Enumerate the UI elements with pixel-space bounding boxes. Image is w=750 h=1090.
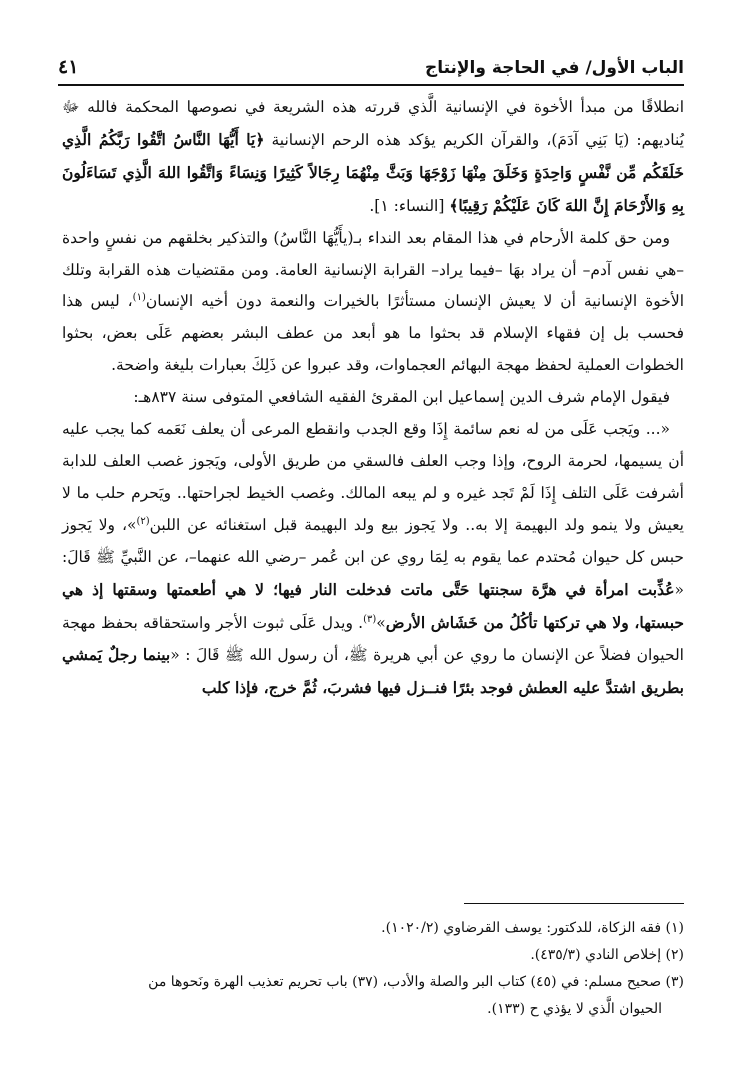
footnote-item: (١) فقه الزكاة، للدكتور: يوسف القرضاوي (١٠٢٠/٢). xyxy=(381,920,684,936)
footnote-marker: (١) xyxy=(132,292,146,304)
paragraph-text: ، ليس هذا فحسب بل إن فقهاء الإسلام قد بحثوا ما هو أبعد من عطف البشر بعضهم عَلَى بعض، بحثوا الخطوات العملية لحفظ مهجة البهائم العجماوات، وقد عبروا عن ذَلِكَ بعبارات بليغة واضحة. xyxy=(62,292,684,375)
quote-close: » xyxy=(376,613,386,632)
footnote-divider xyxy=(464,903,684,904)
footnote-marker: (٣) xyxy=(363,613,377,625)
verse-reference: [النساء: ١]. xyxy=(369,196,450,215)
paragraph-text: انطلاقًا من مبدأ الأخوة في الإنسانية الَّذي قررته هذه الشريعة في نصوصها المحكمة فالله ﷻ يُناديهم: (يَا بَنِي آدَمَ)، والقرآن الكريم يؤكد هذه الرحم الإنسانية xyxy=(62,98,684,149)
footnote-item: (٣) صحيح مسلم: في (٤٥) كتاب البر والصلة والأدب، (٣٧) باب تحريم تعذيب الهرة ونَحوها من xyxy=(148,974,684,990)
paragraph-text: »، ولا يَجوز حبس كل حيوان مُحتدم عما يقوم به لِمَا روي عن ابن عُمر –رضي الله عنهما–، عن النَّبيِّ ﷺ قَالَ: « xyxy=(62,515,684,599)
hadith-text: بينما رجلٌ يَمشي بطريق اشتدَّ عليه العطش فوجد بئرًا فنــزل فيها فشربَ، ثُمَّ خرج، فإذا كلب xyxy=(62,645,684,698)
paragraph-text: . ويدل عَلَى ثبوت الأجر واستحقاقه بحفظ مهجة الحيوان فضلاً عن الإنسان ما روي عن أبي هريرة ﷺ، أن رسول الله ﷺ قَالَ : « xyxy=(62,613,684,665)
page-number: ٤١ xyxy=(58,56,79,78)
header-divider xyxy=(58,84,684,86)
hadith-text: عُذِّبت امرأة في هرَّة سجنتها حَتَّى ماتت فدخلت النار فيها؛ لا هي أطعمتها وسقتها إذ هي حبستها، ولا هي تركتها تأكُلُ من خَشَاش الأرض xyxy=(62,579,684,632)
paragraph-1 xyxy=(62,92,684,223)
footnote-marker: (٢) xyxy=(136,515,150,527)
paragraph-4 xyxy=(62,414,684,705)
quran-verse: ﴿يَا أَيُّهَا النَّاسُ اتَّقُوا رَبَّكُمُ الَّذِي خَلَقَكُم مِّن نَّفْسٍ وَاحِدَةٍ وَخَلَقَ مِنْهَا زَوْجَهَا وَبَثَّ مِنْهُمَا رِجَالاً كَثِيرًا وَنِسَاءً وَاتَّقُوا اللهَ الَّذِي تَسَاءَلُونَ بِهِ وَالأَرْحَامَ إِنَّ اللهَ كَانَ عَلَيْكُمْ رَقِيبًا﴾ xyxy=(62,129,684,215)
running-header xyxy=(58,56,684,82)
paragraph-2 xyxy=(62,223,684,383)
paragraph-3 xyxy=(62,382,684,414)
paragraph-text: فيقول الإمام شرف الدين إسماعيل ابن المقرئ الفقيه الشافعي المتوفى سنة ٨٣٧هـ: xyxy=(133,388,670,407)
main-text xyxy=(62,92,684,705)
footnote-continuation: الحيوان الَّذي لا يؤذي ح (١٣٣). xyxy=(487,1001,662,1017)
footnotes xyxy=(62,915,684,1023)
quotation-text: «... ويَجب عَلَى من له نعم سائمة إِذَا وقع الجدب وانقطع المرعى أن يعلف نَعَمه كما يجب عليه أن يسيمها، لحرمة الروح، وإذا وجب العلف فالسقي من طريق الأولى، ويَجوز غصب العلف للدابة أشرفت عَلَى التلف إِذَا لَمْ تَجد غيره و لم يبعه المالك. وغصب الخيط لجراحتها.. ويَحرم حلب ما لا يعيش ولا ينمو ولد البهيمة إلا به.. ولا يَجوز بيع ولد البهيمة قبل استغنائه عن اللبن xyxy=(62,420,684,534)
footnote-item: (٢) إخلاص النادي (٤٣٥/٣). xyxy=(530,947,684,963)
paragraph-text: ومن حق كلمة الأرحام في هذا المقام بعد النداء بـ(يأَيُّهَا النَّاسُ) والتذكير بخلقهم من نفسٍ واحدة –هي نفس آدم– أن يراد بهَا –فيما يراد– القرابة الإنسانية العامة. ومن مقتضيات هذه القرابة وتلك الأخوة الإنسانية أن لا يعيش الإنسان مستأثرًا بالخيرات والنعمة دون أخيه الإنسان xyxy=(62,228,684,311)
chapter-title: الباب الأول/ في الحاجة والإنتاج xyxy=(424,58,684,78)
